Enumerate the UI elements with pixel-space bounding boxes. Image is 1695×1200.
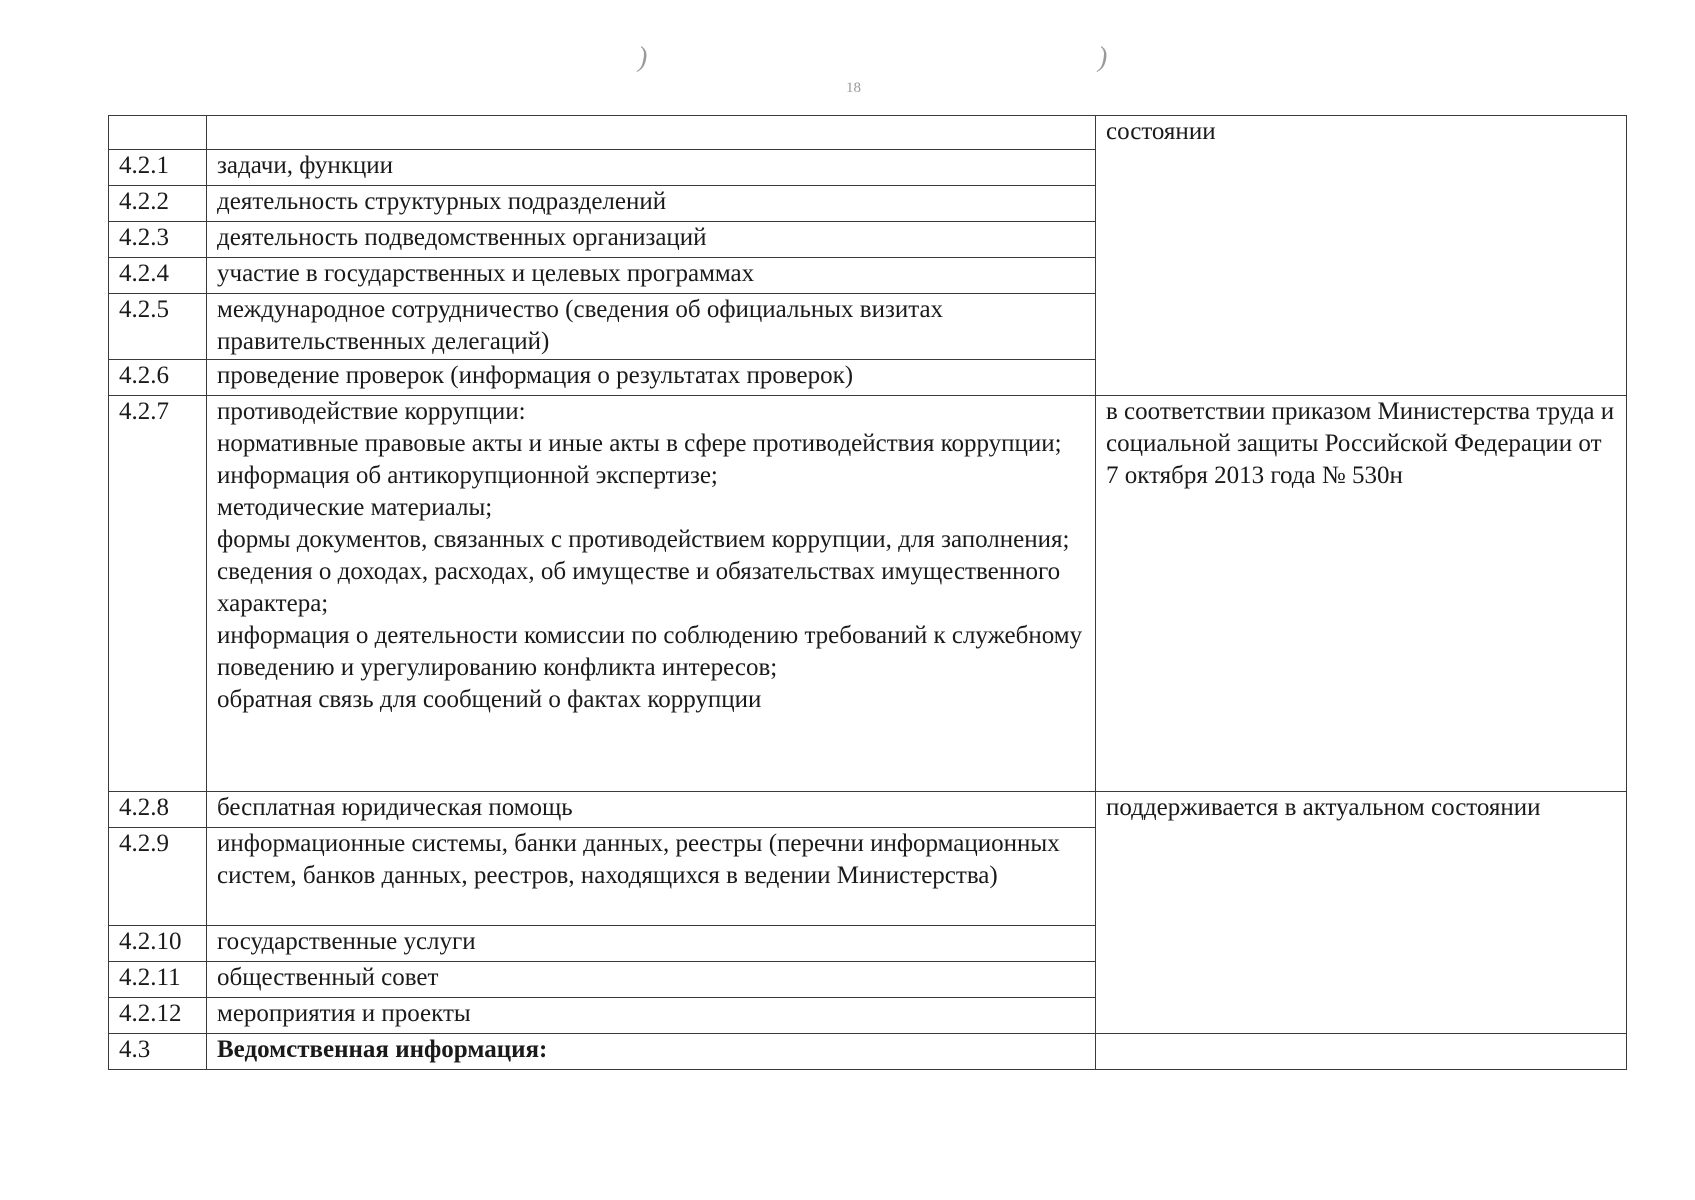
note-cell <box>1096 1034 1627 1070</box>
scan-mark-left: ) <box>638 42 648 73</box>
item-text: деятельность структурных подразделений <box>207 186 1096 222</box>
item-line: формы документов, связанных с противодействием коррупции, для заполнения; <box>217 526 1070 553</box>
item-text <box>207 116 1096 150</box>
item-number: 4.2.10 <box>109 926 207 962</box>
item-text: информационные системы, банки данных, реестры (перечни информационных систем, банков данных, реестров, находящихся в ведении Министерства) <box>207 828 1096 926</box>
item-number: 4.2.4 <box>109 258 207 294</box>
item-text: задачи, функции <box>207 150 1096 186</box>
item-text: участие в государственных и целевых программах <box>207 258 1096 294</box>
item-text: международное сотрудничество (сведения об официальных визитах правительственных делегаций) <box>207 294 1096 360</box>
item-text: бесплатная юридическая помощь <box>207 792 1096 828</box>
document-table <box>108 115 1627 1070</box>
item-number: 4.2.6 <box>109 360 207 396</box>
item-number: 4.2.11 <box>109 962 207 998</box>
item-number: 4.2.1 <box>109 150 207 186</box>
item-number: 4.2.2 <box>109 186 207 222</box>
item-number: 4.2.3 <box>109 222 207 258</box>
table-row <box>109 792 1627 828</box>
table-row <box>109 116 1627 150</box>
item-text: проведение проверок (информация о результатах проверок) <box>207 360 1096 396</box>
item-number <box>109 116 207 150</box>
item-number: 4.2.5 <box>109 294 207 360</box>
item-number: 4.2.7 <box>109 396 207 792</box>
note-cell: поддерживается в актуальном состоянии <box>1096 792 1627 1034</box>
item-line: нормативные правовые акты и иные акты в сфере противодействия коррупции; <box>217 430 1062 457</box>
item-text: государственные услуги <box>207 926 1096 962</box>
table-row <box>109 396 1627 792</box>
note-cell: состоянии <box>1096 116 1627 396</box>
item-number: 4.3 <box>109 1034 207 1070</box>
table-row <box>109 1034 1627 1070</box>
item-line: обратная связь для сообщений о фактах коррупции <box>217 686 762 713</box>
note-cell: в соответствии приказом Министерства труда и социальной защиты Российской Федерации от 7 октября 2013 года № 530н <box>1096 396 1627 792</box>
item-number: 4.2.8 <box>109 792 207 828</box>
item-text: общественный совет <box>207 962 1096 998</box>
item-text: деятельность подведомственных организаций <box>207 222 1096 258</box>
item-number: 4.2.12 <box>109 998 207 1034</box>
page-number: 18 <box>846 80 861 96</box>
item-line: информация об антикорупционной экспертизе; <box>217 462 718 489</box>
anticorruption-item <box>207 396 1096 792</box>
item-line: методические материалы; <box>217 494 493 521</box>
item-line: информация о деятельности комиссии по соблюдению требований к служебному поведению и урегулированию конфликта интересов; <box>217 622 1083 681</box>
item-number: 4.2.9 <box>109 828 207 926</box>
item-line: противодействие коррупции: <box>217 398 526 425</box>
item-text: мероприятия и проекты <box>207 998 1096 1034</box>
item-line: сведения о доходах, расходах, об имуществе и обязательствах имущественного характера; <box>217 558 1061 617</box>
scan-mark-right: ) <box>1098 42 1108 73</box>
section-heading: Ведомственная информация: <box>207 1034 1096 1070</box>
